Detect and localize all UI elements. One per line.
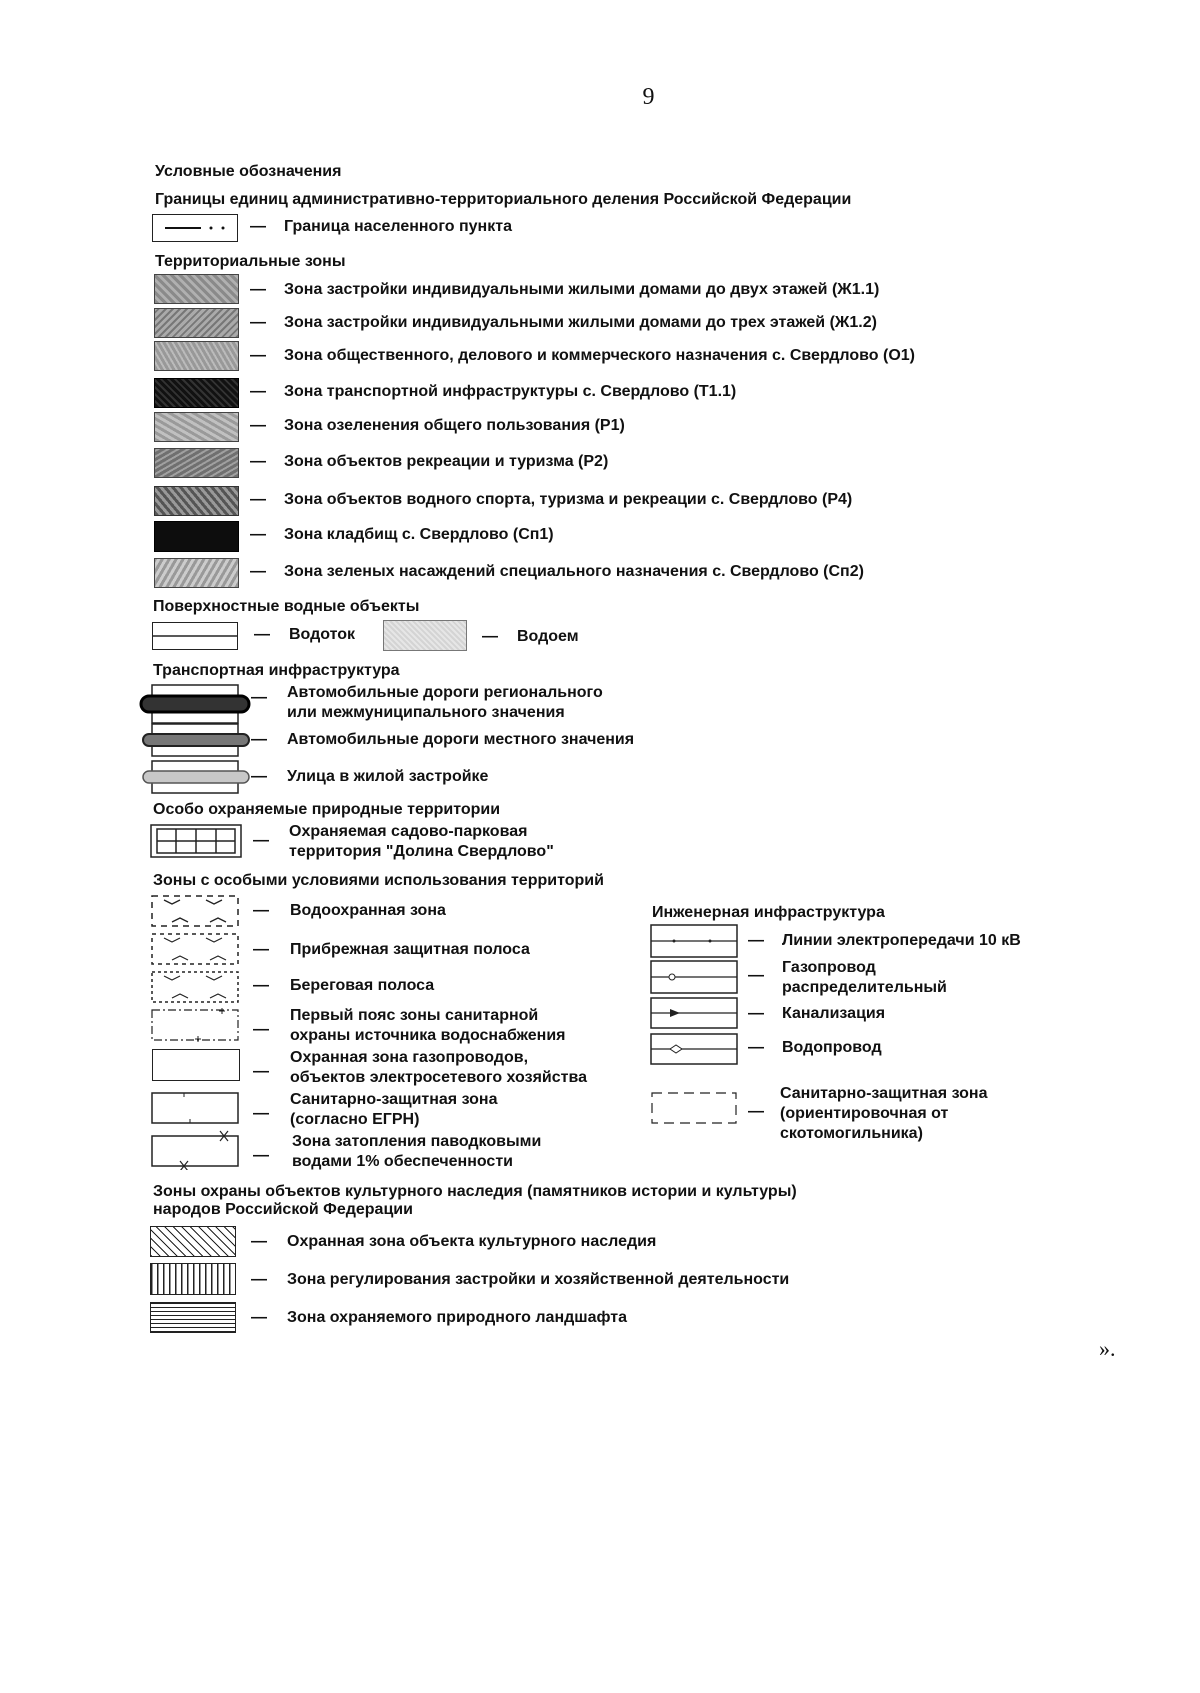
special-item-sanitary-belt-line2: охраны источника водоснабжения	[290, 1027, 566, 1044]
local-road-symbol	[140, 723, 252, 757]
water-item-watercourse: Водоток	[289, 626, 356, 643]
zone-swatch-r4	[154, 486, 239, 516]
dash: —	[251, 1271, 267, 1288]
dash: —	[251, 1309, 267, 1326]
zone-swatch-t11	[154, 378, 239, 408]
water-body-swatch	[383, 620, 467, 651]
dash: —	[250, 453, 266, 470]
regional-road-symbol	[138, 684, 254, 724]
dash: —	[251, 768, 267, 785]
engineering-item-power-line: Линии электропередачи 10 кВ	[782, 932, 1021, 949]
dash: —	[253, 902, 269, 919]
flood-zone-symbol	[150, 1130, 242, 1170]
special-header: Зоны с особыми условиями использования территорий	[153, 872, 604, 889]
dash: —	[250, 281, 266, 298]
special-item-coastal-strip: Прибрежная защитная полоса	[290, 941, 530, 958]
protected-item-line2: территория "Долина Свердлово"	[289, 843, 554, 860]
heritage-header-line1: Зоны охраны объектов культурного наследия (памятников истории и культуры)	[153, 1183, 797, 1200]
water-supply-symbol	[650, 1033, 738, 1065]
transport-item-regional-road-line2: или межмуниципального значения	[287, 704, 565, 721]
dash: —	[253, 941, 269, 958]
dash: —	[250, 218, 266, 235]
heritage-protection-zone-swatch	[150, 1226, 236, 1257]
special-item-shore-strip: Береговая полоса	[290, 977, 435, 994]
watercourse-swatch	[152, 622, 238, 650]
special-item-gas-power-line1: Охранная зона газопроводов,	[290, 1049, 529, 1066]
zones-header: Территориальные зоны	[155, 253, 346, 270]
dash: —	[748, 1005, 764, 1022]
zone-swatch-r2	[154, 448, 239, 478]
dash: —	[251, 1233, 267, 1250]
coastal-strip-symbol	[150, 932, 242, 966]
dash: —	[748, 932, 764, 949]
engineering-item-sanitary-line2: (ориентировочная от	[780, 1105, 949, 1122]
power-line-symbol	[650, 924, 738, 958]
dash: —	[250, 491, 266, 508]
dash: —	[253, 1105, 269, 1122]
dash: —	[250, 383, 266, 400]
gas-power-zone-symbol	[152, 1049, 240, 1081]
water-header: Поверхностные водные объекты	[153, 598, 420, 615]
engineering-item-sanitary-line3: скотомогильника)	[780, 1125, 923, 1142]
zone-label-t11: Зона транспортной инфраструктуры с. Свердлово (Т1.1)	[284, 383, 737, 400]
water-item-water-body: Водоем	[517, 628, 579, 645]
zone-label-sp1: Зона кладбищ с. Свердлово (Сп1)	[284, 526, 554, 543]
special-item-water-protection: Водоохранная зона	[290, 902, 446, 919]
water-protection-zone-symbol	[150, 894, 242, 928]
dash: —	[253, 1063, 269, 1080]
zone-label-r1: Зона озеленения общего пользования (Р1)	[284, 417, 625, 434]
zone-swatch-o1	[154, 341, 239, 371]
dash: —	[253, 1147, 269, 1164]
sanitary-belt-symbol	[150, 1008, 242, 1042]
special-item-flood-line2: водами 1% обеспеченности	[292, 1153, 513, 1170]
dash: —	[253, 977, 269, 994]
closing-quote-mark: ».	[1099, 1336, 1116, 1361]
engineering-item-water-supply: Водопровод	[782, 1039, 882, 1056]
admin-header: Границы единиц административно-территориального деления Российской Федерации	[155, 191, 852, 208]
special-item-sanitary-belt-line1: Первый пояс зоны санитарной	[290, 1007, 539, 1024]
zone-swatch-zh12	[154, 308, 239, 338]
transport-header: Транспортная инфраструктура	[153, 662, 400, 679]
zone-swatch-sp1	[154, 521, 239, 552]
zone-label-zh11: Зона застройки индивидуальными жилыми домами до двух этажей (Ж1.1)	[284, 281, 880, 298]
zone-label-o1: Зона общественного, делового и коммерческого назначения с. Свердлово (О1)	[284, 347, 915, 364]
dash: —	[748, 1039, 764, 1056]
dash: —	[253, 1021, 269, 1038]
zone-label-zh12: Зона застройки индивидуальными жилыми домами до трех этажей (Ж1.2)	[284, 314, 877, 331]
special-item-flood-line1: Зона затопления паводковыми	[292, 1133, 542, 1150]
legend-title: Условные обозначения	[155, 163, 342, 180]
dash: —	[251, 731, 267, 748]
special-item-sanitary-egrn-line1: Санитарно-защитная зона	[290, 1091, 498, 1108]
shore-strip-symbol	[150, 970, 242, 1004]
dash: —	[253, 832, 269, 849]
special-item-sanitary-egrn-line2: (согласно ЕГРН)	[290, 1111, 420, 1128]
heritage-item-protection-zone: Охранная зона объекта культурного наследия	[287, 1233, 657, 1250]
gas-pipeline-symbol	[650, 960, 738, 994]
dash: —	[251, 689, 267, 706]
dash: —	[250, 314, 266, 331]
zone-swatch-sp2	[154, 558, 239, 588]
protected-item-line1: Охраняемая садово-парковая	[289, 823, 528, 840]
page-number: 9	[642, 84, 655, 110]
zone-label-r4: Зона объектов водного спорта, туризма и рекреации с. Свердлово (Р4)	[284, 491, 853, 508]
heritage-item-regulation-zone: Зона регулирования застройки и хозяйственной деятельности	[287, 1271, 790, 1288]
dash: —	[748, 1103, 764, 1120]
engineering-item-gas-line2: распределительный	[782, 979, 947, 996]
heritage-header-line2: народов Российской Федерации	[153, 1201, 413, 1218]
heritage-landscape-zone-swatch	[150, 1302, 236, 1333]
zone-label-sp2: Зона зеленых насаждений специального назначения с. Свердлово (Сп2)	[284, 563, 864, 580]
engineering-item-sanitary-line1: Санитарно-защитная зона	[780, 1085, 988, 1102]
engineering-item-gas-line1: Газопровод	[782, 959, 876, 976]
transport-item-regional-road-line1: Автомобильные дороги регионального	[287, 684, 603, 701]
engineering-header: Инженерная инфраструктура	[652, 904, 885, 921]
sanitary-zone-estimated-symbol	[650, 1091, 738, 1125]
transport-item-local-road: Автомобильные дороги местного значения	[287, 731, 635, 748]
dash: —	[254, 626, 270, 643]
admin-item-settlement-boundary: Граница населенного пункта	[284, 218, 512, 235]
engineering-item-sewerage: Канализация	[782, 1005, 886, 1022]
sanitary-zone-egrn-symbol	[150, 1091, 242, 1125]
zone-swatch-zh11	[154, 274, 239, 304]
protected-header: Особо охраняемые природные территории	[153, 801, 501, 818]
dash: —	[482, 628, 498, 645]
dash: —	[250, 526, 266, 543]
settlement-boundary-swatch	[152, 214, 238, 242]
dash: —	[250, 417, 266, 434]
dash: —	[250, 347, 266, 364]
residential-street-symbol	[140, 760, 252, 794]
zone-label-r2: Зона объектов рекреации и туризма (Р2)	[284, 453, 609, 470]
heritage-regulation-zone-swatch	[150, 1263, 236, 1295]
special-item-gas-power-line2: объектов электросетевого хозяйства	[290, 1069, 587, 1086]
zone-swatch-r1	[154, 412, 239, 442]
dash: —	[748, 967, 764, 984]
transport-item-residential-street: Улица в жилой застройке	[287, 768, 489, 785]
protected-park-symbol	[150, 824, 242, 858]
dash: —	[250, 563, 266, 580]
heritage-item-landscape-zone: Зона охраняемого природного ландшафта	[287, 1309, 628, 1326]
sewerage-symbol	[650, 997, 738, 1029]
